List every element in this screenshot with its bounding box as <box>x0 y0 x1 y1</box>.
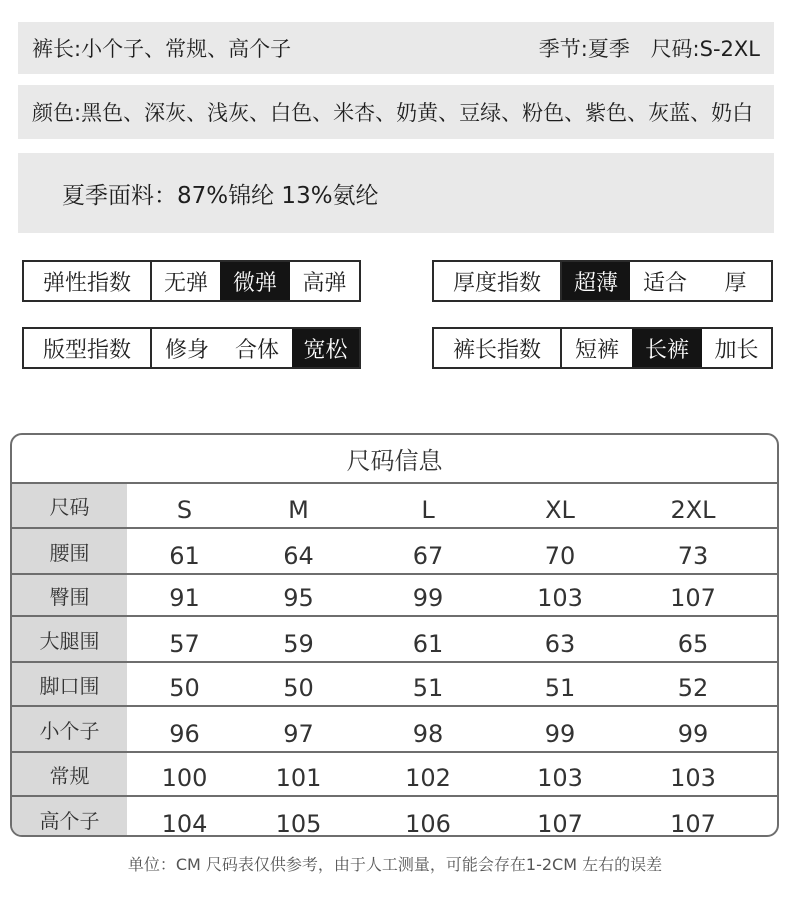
pants-length-option-extended: 加长 <box>714 337 759 363</box>
table-row <box>12 617 777 663</box>
size-l: L <box>421 496 435 524</box>
table-cell: 101 <box>275 764 322 792</box>
thickness-option-thick: 厚 <box>724 270 747 296</box>
table-row <box>12 753 777 797</box>
row-label-waist: 腰围 <box>12 529 127 573</box>
row-label-thigh: 大腿围 <box>12 617 127 661</box>
row-label-hip: 臀围 <box>12 575 127 615</box>
table-cell: 50 <box>169 674 200 702</box>
elasticity-option-slight: 微弹 <box>220 262 290 300</box>
table-cell: 105 <box>275 810 322 837</box>
table-cell: 64 <box>283 542 314 570</box>
table-cell: 73 <box>677 542 709 570</box>
table-cell: 61 <box>169 542 200 570</box>
measurement-footnote: 单位：CM 尺码表仅供参考，由于人工测量，可能会存在1-2CM 左右的误差 <box>127 855 663 874</box>
table-cell: 91 <box>169 584 200 612</box>
table-cell: 96 <box>169 720 200 748</box>
row-label-petite: 小个子 <box>12 707 127 751</box>
table-cell: 107 <box>670 584 716 612</box>
table-cell: 103 <box>670 764 716 792</box>
size-xl: XL <box>545 496 575 524</box>
table-row <box>12 529 777 575</box>
table-row <box>12 575 777 617</box>
fit-option-slim: 修身 <box>164 337 209 363</box>
row-label-regular: 常规 <box>12 753 127 795</box>
row-label-hem: 脚口围 <box>12 663 127 705</box>
row-label-tall: 高个子 <box>12 797 127 837</box>
table-cell: 51 <box>412 674 444 702</box>
pants-length-index <box>432 327 773 369</box>
table-cell: 67 <box>412 542 444 570</box>
table-cell: 104 <box>161 810 208 837</box>
size-s: S <box>176 496 193 524</box>
size-range-spec: 尺码:S-2XL <box>650 37 760 61</box>
table-cell: 50 <box>283 674 314 702</box>
pants-length-option-long: 长裤 <box>632 329 702 367</box>
length-season-size-bar <box>18 22 774 74</box>
size-m: M <box>288 496 309 524</box>
table-cell: 106 <box>405 810 451 837</box>
table-row <box>12 663 777 707</box>
season-spec: 季节:夏季 <box>538 37 630 61</box>
table-cell: 102 <box>405 764 451 792</box>
size-header-row <box>12 484 777 529</box>
fit-option-regular: 合体 <box>234 337 279 363</box>
elasticity-option-high: 高弹 <box>302 270 347 296</box>
fit-index <box>22 327 361 369</box>
pants-length-label: 裤长指数 <box>434 329 562 367</box>
elasticity-label: 弹性指数 <box>24 262 152 300</box>
table-cell: 61 <box>412 630 444 658</box>
fabric-bar <box>18 153 774 233</box>
fit-label: 版型指数 <box>24 329 152 367</box>
table-cell: 57 <box>169 630 200 658</box>
table-cell: 103 <box>537 584 583 612</box>
size-2xl: 2XL <box>670 496 716 524</box>
table-row <box>12 797 777 837</box>
fabric-spec: 夏季面料：87%锦纶 13%氨纶 <box>62 182 379 209</box>
thickness-label: 厚度指数 <box>434 262 562 300</box>
size-header-label: 尺码 <box>12 484 127 527</box>
size-table-title: 尺码信息 <box>12 435 777 484</box>
table-cell: 99 <box>677 720 709 748</box>
table-row <box>12 707 777 753</box>
size-table <box>10 433 779 837</box>
table-cell: 99 <box>412 584 444 612</box>
thickness-option-medium: 适合 <box>642 270 687 296</box>
colors-spec: 颜色:黑色、深灰、浅灰、白色、米杏、奶黄、豆绿、粉色、紫色、灰蓝、奶白 <box>32 101 754 125</box>
fit-option-loose: 宽松 <box>292 329 359 367</box>
pants-length-option-shorts: 短裤 <box>574 337 619 363</box>
table-cell: 103 <box>537 764 583 792</box>
colors-bar <box>18 85 774 139</box>
thickness-index <box>432 260 773 302</box>
table-cell: 52 <box>677 674 709 702</box>
elasticity-index <box>22 260 361 302</box>
thickness-option-ultrathin: 超薄 <box>562 262 630 300</box>
table-cell: 51 <box>544 674 576 702</box>
table-cell: 100 <box>161 764 208 792</box>
table-cell: 99 <box>544 720 576 748</box>
season-size-group <box>525 33 760 63</box>
table-cell: 70 <box>544 542 576 570</box>
table-cell: 107 <box>537 810 583 837</box>
table-cell: 63 <box>544 630 576 658</box>
table-cell: 65 <box>677 630 709 658</box>
elasticity-option-none: 无弹 <box>163 270 208 296</box>
length-spec: 裤长:小个子、常规、高个子 <box>32 37 292 61</box>
table-cell: 59 <box>283 630 314 658</box>
table-cell: 97 <box>283 720 314 748</box>
table-cell: 98 <box>412 720 444 748</box>
table-cell: 95 <box>283 584 314 612</box>
table-cell: 107 <box>670 810 716 837</box>
